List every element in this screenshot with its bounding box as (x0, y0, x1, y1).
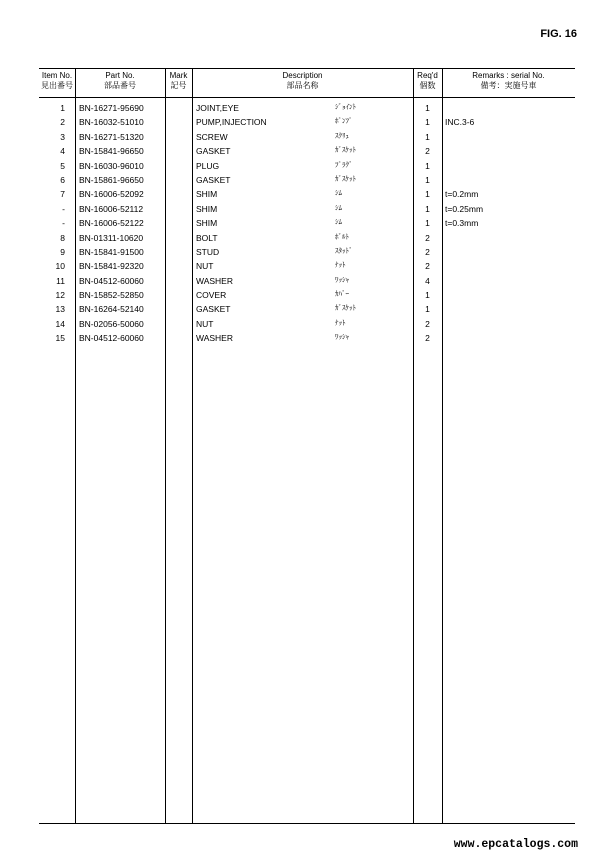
description-jp: ﾅｯﾄ (335, 262, 346, 270)
description: GASKET (196, 146, 231, 157)
header-description (192, 71, 413, 91)
header-mark (165, 71, 192, 91)
item-no: 4 (60, 146, 65, 157)
header-reqd-jp: 個数 (419, 81, 436, 90)
description-jp: ｼﾑ (335, 204, 342, 212)
quantity: 1 (425, 218, 430, 229)
description-jp: ｼﾑ (335, 219, 342, 227)
header-item-no-en: Item No. (41, 71, 73, 80)
description-jp: ﾜｯｼｬ (335, 276, 349, 284)
description-jp: ｼﾑ (335, 190, 342, 198)
description: NUT (196, 318, 214, 329)
description-jp: ｼﾞｮｲﾝﾄ (335, 104, 356, 111)
table-row (39, 216, 575, 230)
parts-table (39, 68, 575, 824)
part-no: BN-04512-60060 (79, 275, 144, 286)
description-jp: ｽﾀｯﾄﾞ (335, 247, 353, 255)
item-no: 14 (55, 318, 65, 329)
header-mark-jp: 記号 (170, 81, 187, 90)
description-jp: ｽｸﾘｭ (335, 132, 349, 140)
description: SCREW (196, 131, 228, 142)
description-jp: ｶﾊﾞｰ (335, 291, 349, 299)
description-jp: ｶﾞｽｹｯﾄ (335, 305, 356, 313)
quantity: 1 (425, 160, 430, 171)
part-no: BN-16271-51320 (79, 131, 144, 142)
item-no: 15 (55, 333, 65, 344)
quantity: 1 (425, 189, 430, 200)
header-remarks (442, 71, 575, 91)
item-no: 9 (60, 246, 65, 257)
description: GASKET (196, 304, 231, 315)
description: SHIM (196, 218, 218, 229)
header-part-no (75, 71, 165, 91)
quantity: 1 (425, 304, 430, 315)
table-row (39, 331, 575, 345)
header-remarks-en: Remarks : serial No. (472, 71, 545, 80)
item-no: 3 (60, 131, 65, 142)
description-jp: ﾎﾞﾙﾄ (335, 233, 349, 241)
part-no: BN-15841-91500 (79, 246, 144, 257)
quantity: 1 (425, 103, 430, 113)
parts-rows (39, 101, 575, 346)
table-row (39, 202, 575, 216)
table-row (39, 101, 575, 115)
item-no: 13 (55, 304, 65, 315)
part-no: BN-15841-92320 (79, 261, 144, 272)
header-reqd-en: Req'd (417, 71, 438, 80)
part-no: BN-16271-95690 (79, 103, 144, 113)
description-jp: ﾌﾟﾗｸﾞ (335, 161, 353, 169)
part-no: BN-16030-96010 (79, 160, 144, 171)
table-row (39, 115, 575, 129)
quantity: 2 (425, 146, 430, 157)
part-no: BN-15841-96650 (79, 146, 144, 157)
description: STUD (196, 246, 220, 257)
part-no: BN-16032-51010 (79, 117, 144, 128)
table-row (39, 130, 575, 144)
quantity: 1 (425, 131, 430, 142)
table-row (39, 187, 575, 201)
table-bottom-rule (39, 823, 575, 824)
item-no: 7 (60, 189, 65, 200)
part-no: BN-16006-52122 (79, 218, 144, 229)
header-bottom-rule (39, 97, 575, 98)
table-row (39, 245, 575, 259)
description: WASHER (196, 333, 233, 344)
item-no: 1 (60, 103, 65, 113)
header-mark-en: Mark (169, 71, 188, 80)
table-row (39, 173, 575, 187)
quantity: 2 (425, 232, 430, 243)
description-jp: ﾅｯﾄ (335, 319, 346, 327)
header-part-no-en: Part No. (105, 71, 135, 80)
part-no: BN-15861-96650 (79, 174, 144, 185)
item-no: 5 (60, 160, 65, 171)
remarks: t=0.2mm (445, 189, 479, 200)
table-row (39, 259, 575, 273)
quantity: 2 (425, 333, 430, 344)
quantity: 2 (425, 246, 430, 257)
header-item-no-jp: 見出番号 (41, 81, 73, 90)
description-jp: ﾎﾟﾝﾌﾟ (335, 118, 353, 126)
item-no: 11 (56, 275, 65, 286)
table-row (39, 317, 575, 331)
description: PUMP,INJECTION (196, 117, 267, 128)
description-jp: ｶﾞｽｹｯﾄ (335, 147, 356, 155)
quantity: 1 (425, 203, 430, 214)
description: GASKET (196, 174, 231, 185)
item-no: 2 (60, 117, 65, 128)
description: BOLT (196, 232, 218, 243)
table-row (39, 302, 575, 316)
description: WASHER (196, 275, 233, 286)
footer-website-link[interactable]: www.epcatalogs.com (453, 838, 578, 851)
description: COVER (196, 290, 227, 301)
table-row (39, 274, 575, 288)
table-row (39, 144, 575, 158)
part-no: BN-16264-52140 (79, 304, 144, 315)
item-no: - (62, 218, 65, 229)
remarks: INC.3-6 (445, 117, 475, 128)
quantity: 4 (425, 275, 430, 286)
header-reqd (413, 71, 442, 91)
item-no: 8 (60, 232, 65, 243)
table-row (39, 231, 575, 245)
description: PLUG (196, 160, 220, 171)
item-no: 10 (55, 261, 65, 272)
table-row (39, 288, 575, 302)
quantity: 1 (425, 117, 430, 128)
table-top-rule (39, 68, 575, 69)
remarks: t=0.25mm (445, 203, 484, 214)
header-item-no (39, 71, 75, 91)
header-description-en: Description (282, 71, 323, 80)
quantity: 2 (425, 261, 430, 272)
header-description-jp: 部品名称 (286, 81, 319, 90)
header-remarks-jp: 備考：実施号車 (480, 81, 537, 90)
quantity: 1 (425, 174, 430, 185)
part-no: BN-16006-52092 (79, 189, 144, 200)
item-no: 12 (55, 290, 65, 301)
part-no: BN-16006-52112 (79, 203, 144, 214)
quantity: 1 (425, 290, 430, 301)
description: NUT (196, 261, 214, 272)
description: SHIM (196, 203, 218, 214)
table-row (39, 159, 575, 173)
description-jp: ﾜｯｼｬ (335, 334, 349, 342)
header-part-no-jp: 部品番号 (104, 81, 136, 90)
item-no: - (62, 203, 65, 214)
part-no: BN-02056-50060 (79, 318, 144, 329)
remarks: t=0.3mm (445, 218, 479, 229)
item-no: 6 (60, 174, 65, 185)
part-no: BN-01311-10620 (79, 232, 144, 243)
part-no: BN-15852-52850 (79, 290, 144, 301)
figure-title: FIG. 16 (540, 28, 577, 40)
description: SHIM (196, 189, 218, 200)
part-no: BN-04512-60060 (79, 333, 144, 344)
description: JOINT,EYE (196, 103, 239, 113)
quantity: 2 (425, 318, 430, 329)
description-jp: ｶﾞｽｹｯﾄ (335, 175, 356, 183)
